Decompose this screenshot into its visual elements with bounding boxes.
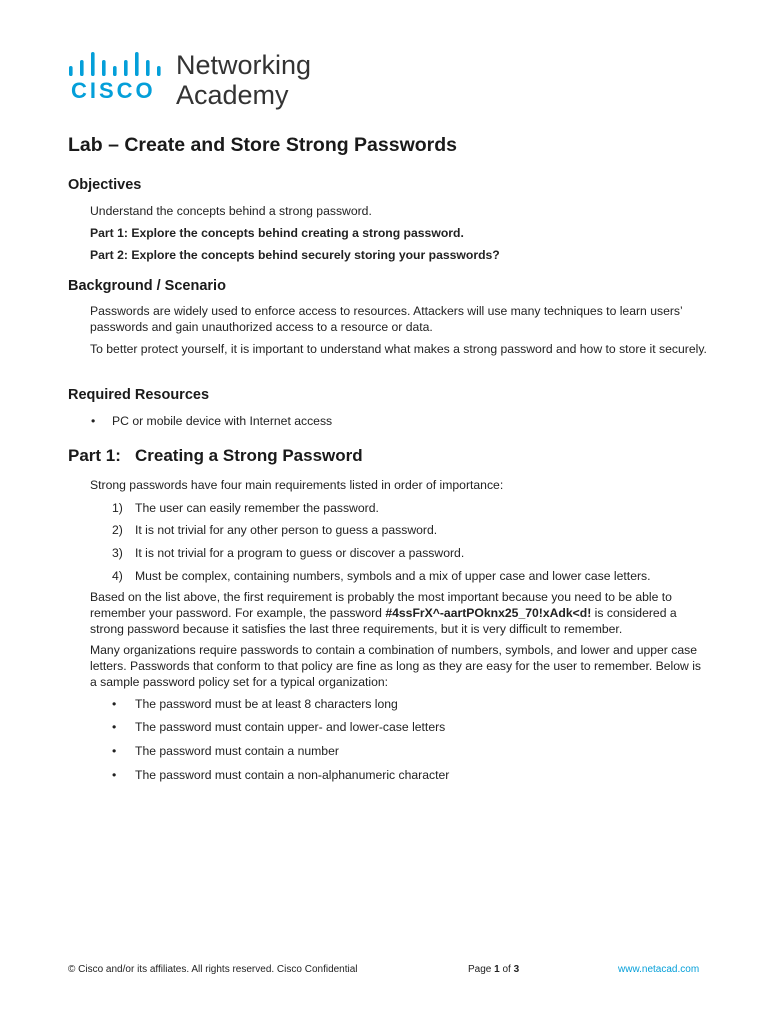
bullet-icon: • (112, 768, 117, 782)
list-item (112, 767, 449, 783)
cisco-networking-academy-logo (68, 50, 328, 112)
part1-paragraph-based (90, 589, 710, 637)
requirement-number: 3) (112, 546, 123, 560)
requirement-number: 1) (112, 501, 123, 515)
objectives-intro: Understand the concepts behind a strong password. (90, 204, 372, 218)
paragraph-text: Based on the list above, the first requirement is probably the most important because you need to be able to remember your password. For example, the password (90, 590, 672, 620)
footer-website-link[interactable]: www.netacad.com (618, 964, 700, 975)
list-item (91, 413, 332, 429)
objective-part2: Part 2: Explore the concepts behind securely storing your passwords? (90, 248, 500, 262)
policy-text: The password must contain a non-alphanumeric character (135, 768, 450, 782)
requirement-text: It is not trivial for any other person to guess a password. (135, 523, 438, 537)
list-item (112, 500, 379, 516)
requirement-text: The user can easily remember the password. (135, 501, 379, 515)
background-paragraph-2: To better protect yourself, it is important to understand what makes a strong password and how to store it securely. (90, 342, 707, 356)
bullet-icon: • (91, 414, 96, 428)
cisco-bars-icon (68, 52, 166, 78)
page-total: 3 (513, 964, 520, 975)
objective-part1: Part 1: Explore the concepts behind creating a strong password. (90, 226, 464, 240)
list-item (112, 568, 651, 584)
list-item (112, 719, 445, 735)
bullet-icon: • (112, 720, 117, 734)
resources-heading: Required Resources (68, 387, 210, 403)
list-item (112, 743, 339, 759)
list-item (112, 545, 464, 561)
page-label: Page (468, 964, 492, 975)
resource-item-text: PC or mobile device with Internet access (112, 414, 333, 428)
part1-paragraph-many: Many organizations require passwords to contain a combination of numbers, symbols, and lower and upper case letters. Passwords that conform to that policy are fine as long as they are easy for the user to remember. Below is a sample password policy set for a typical organization: (90, 643, 702, 689)
requirement-number: 4) (112, 569, 123, 583)
footer-copyright: © Cisco and/or its affiliates. All rights reserved. Cisco Confidential (68, 964, 358, 975)
list-item (112, 696, 398, 712)
policy-text: The password must contain upper- and lower-case letters (135, 720, 446, 734)
example-password: #4ssFrX^-aartPOknx25_70!xAdk<d! (385, 606, 592, 620)
objectives-heading: Objectives (68, 177, 142, 193)
page-current: 1 (494, 964, 500, 975)
page-title: Lab – Create and Store Strong Passwords (68, 134, 458, 156)
part1-title: Creating a Strong Password (135, 446, 363, 465)
list-item (112, 522, 437, 538)
cisco-wordmark: CISCO (71, 78, 156, 103)
part1-number: Part 1: (68, 446, 121, 465)
requirement-text: Must be complex, containing numbers, symbols and a mix of upper case and lower case letters. (135, 569, 651, 583)
requirement-number: 2) (112, 523, 123, 537)
policy-text: The password must be at least 8 characters long (135, 697, 398, 711)
background-heading: Background / Scenario (68, 278, 226, 294)
footer-page-number (468, 964, 519, 975)
logo-academy: Academy (176, 80, 289, 110)
page-of: of (502, 964, 511, 975)
paragraph-text: is considered a strong password because it satisfies the last three requirements, but it is very difficult to remember. (90, 606, 677, 636)
bullet-icon: • (112, 697, 117, 711)
policy-text: The password must contain a number (135, 744, 339, 758)
requirement-text: It is not trivial for a program to guess or discover a password. (135, 546, 465, 560)
part1-intro: Strong passwords have four main requirements listed in order of importance: (90, 478, 504, 492)
part1-heading (68, 446, 363, 466)
bullet-icon: • (112, 744, 117, 758)
background-paragraph-1: Passwords are widely used to enforce access to resources. Attackers will use many techniques to learn users’ passwords and gain unauthorized access to a resource or data. (90, 304, 683, 334)
logo-networking: Networking (176, 50, 312, 80)
